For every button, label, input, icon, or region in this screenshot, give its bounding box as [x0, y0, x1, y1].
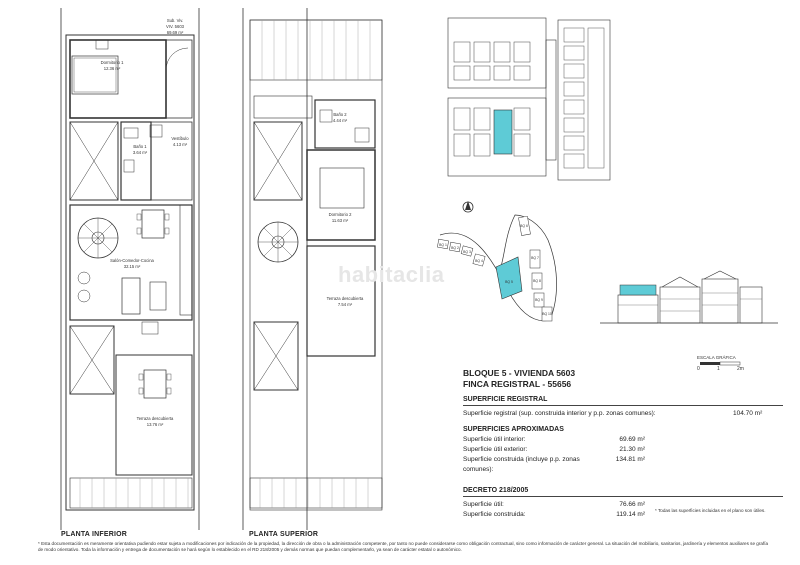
decreto-value: 76.66 m² — [619, 501, 645, 508]
aprox-row — [463, 445, 783, 455]
site-block-label: BQ 1 — [439, 243, 447, 247]
label-bano1: Baño 1 — [133, 144, 147, 149]
label-dorm1-area: 12.36 m² — [103, 66, 121, 71]
aprox-row — [463, 435, 783, 445]
site-block-label: BQ 8 — [533, 279, 541, 283]
registral-value: 104.70 m² — [733, 410, 763, 417]
label-terraza-upper-area: 7.54 m² — [337, 302, 353, 307]
site-plan — [430, 195, 575, 345]
site-block-label: BQ 2 — [451, 246, 459, 250]
label-sub-viv: Sub. Viv. — [166, 18, 184, 23]
section-decreto: DECRETO 218/2005 — [463, 487, 783, 497]
site-block-label: BQ 4 — [475, 259, 483, 263]
label-vestibulo-area: 4.13 m² — [172, 142, 188, 147]
label-dorm2: Dormitorio 2 — [328, 212, 352, 217]
watermark: habitaclia — [338, 262, 445, 287]
highlighted-block-siteplan — [496, 257, 522, 299]
aprox-label: Superficie útil interior: — [463, 436, 526, 443]
scale-tick-2: 2m — [737, 366, 744, 372]
label-bano2: Baño 2 — [333, 112, 347, 117]
aprox-row — [463, 455, 783, 475]
label-salon-area: 32.15 m² — [123, 264, 141, 269]
highlighted-unit-elevation — [620, 285, 656, 295]
finca-title: FINCA REGISTRAL - 55656 — [463, 379, 572, 389]
aprox-label: Superficie útil exterior: — [463, 446, 528, 453]
site-block-label: BQ 10 — [542, 312, 552, 316]
building-key-plan — [440, 10, 640, 185]
surfaces-footnote: * Todas las superficies incluidas en el plano son útiles. — [655, 508, 766, 513]
scale-tick-0: 0 — [697, 366, 700, 372]
decreto-label: Superficie útil: — [463, 501, 504, 508]
decreto-value: 119.14 m² — [616, 511, 645, 518]
label-bano2-area: 4.44 m² — [332, 118, 348, 123]
aprox-value: 21.30 m² — [619, 446, 645, 453]
label-terraza-lower-area: 13.76 m² — [146, 422, 164, 427]
aprox-value: 69.69 m² — [619, 436, 645, 443]
section-aprox: SUPERFICIES APROXIMADAS — [463, 426, 564, 433]
section-registral: SUPERFICIE REGISTRAL — [463, 396, 783, 406]
info-panel — [463, 368, 783, 520]
aprox-label: Superficie construida (incluye p.p. zonas comunes): — [463, 456, 580, 473]
label-terraza-lower: Terraza descubierta — [136, 416, 174, 421]
registral-label: Superficie registral (sup. construida interior y p.p. zonas comunes): — [463, 410, 656, 417]
lower-plan-title: PLANTA INFERIOR — [61, 531, 127, 538]
upper-plan-title: PLANTA SUPERIOR — [249, 531, 319, 538]
site-block-label: BQ 7 — [531, 256, 539, 260]
block-title: BLOQUE 5 - VIVIENDA 5603 — [463, 368, 576, 378]
highlighted-unit-keyplan — [494, 110, 512, 154]
label-bano1-area: 3.64 m² — [132, 150, 148, 155]
label-sub-viv-no: VIV. 5603 — [165, 24, 185, 29]
label-terraza-upper: Terraza descubierta — [326, 296, 364, 301]
label-sub-viv-area: 69.69 m² — [166, 30, 184, 35]
decreto-label: Superficie construida: — [463, 511, 526, 518]
label-vestibulo: Vestíbulo — [171, 136, 189, 141]
disclaimer: * Esta documentación es meramente orientativa pudiendo estar sujeta a modificaciones por indicación de la propiedad, la dirección de obra o la administración competente, por tanto no puede considerarse como obligación contractual, sino como información de carácter general. La situación del mobiliario, sanitarios, jardinería y elementos auxiliares se grafía de modo orientativo. Toda la información y entrega de documentación se hará según lo establecido en el RD 218/2005 y demás normas que puedan complementarlo, ya sean de carácter estatal o autonómico. — [38, 541, 769, 552]
scale-label: ESCALA GRÁFICA — [697, 355, 736, 360]
building-elevation — [600, 265, 780, 335]
aprox-value: 134.81 m² — [615, 456, 645, 463]
site-block-label: BQ 9 — [535, 298, 543, 302]
label-dorm1: Dormitorio 1 — [100, 60, 124, 65]
site-block-label: BQ 6 — [520, 224, 528, 228]
label-dorm2-area: 11.63 m² — [331, 218, 349, 223]
scale-tick-1: 1 — [717, 366, 720, 372]
site-block-label: BQ 3 — [463, 250, 471, 254]
label-salon: Salón-Comedor-Cocina — [110, 258, 154, 263]
lower-floor-plan — [0, 0, 220, 545]
site-block-label: BQ 5 — [505, 280, 513, 284]
